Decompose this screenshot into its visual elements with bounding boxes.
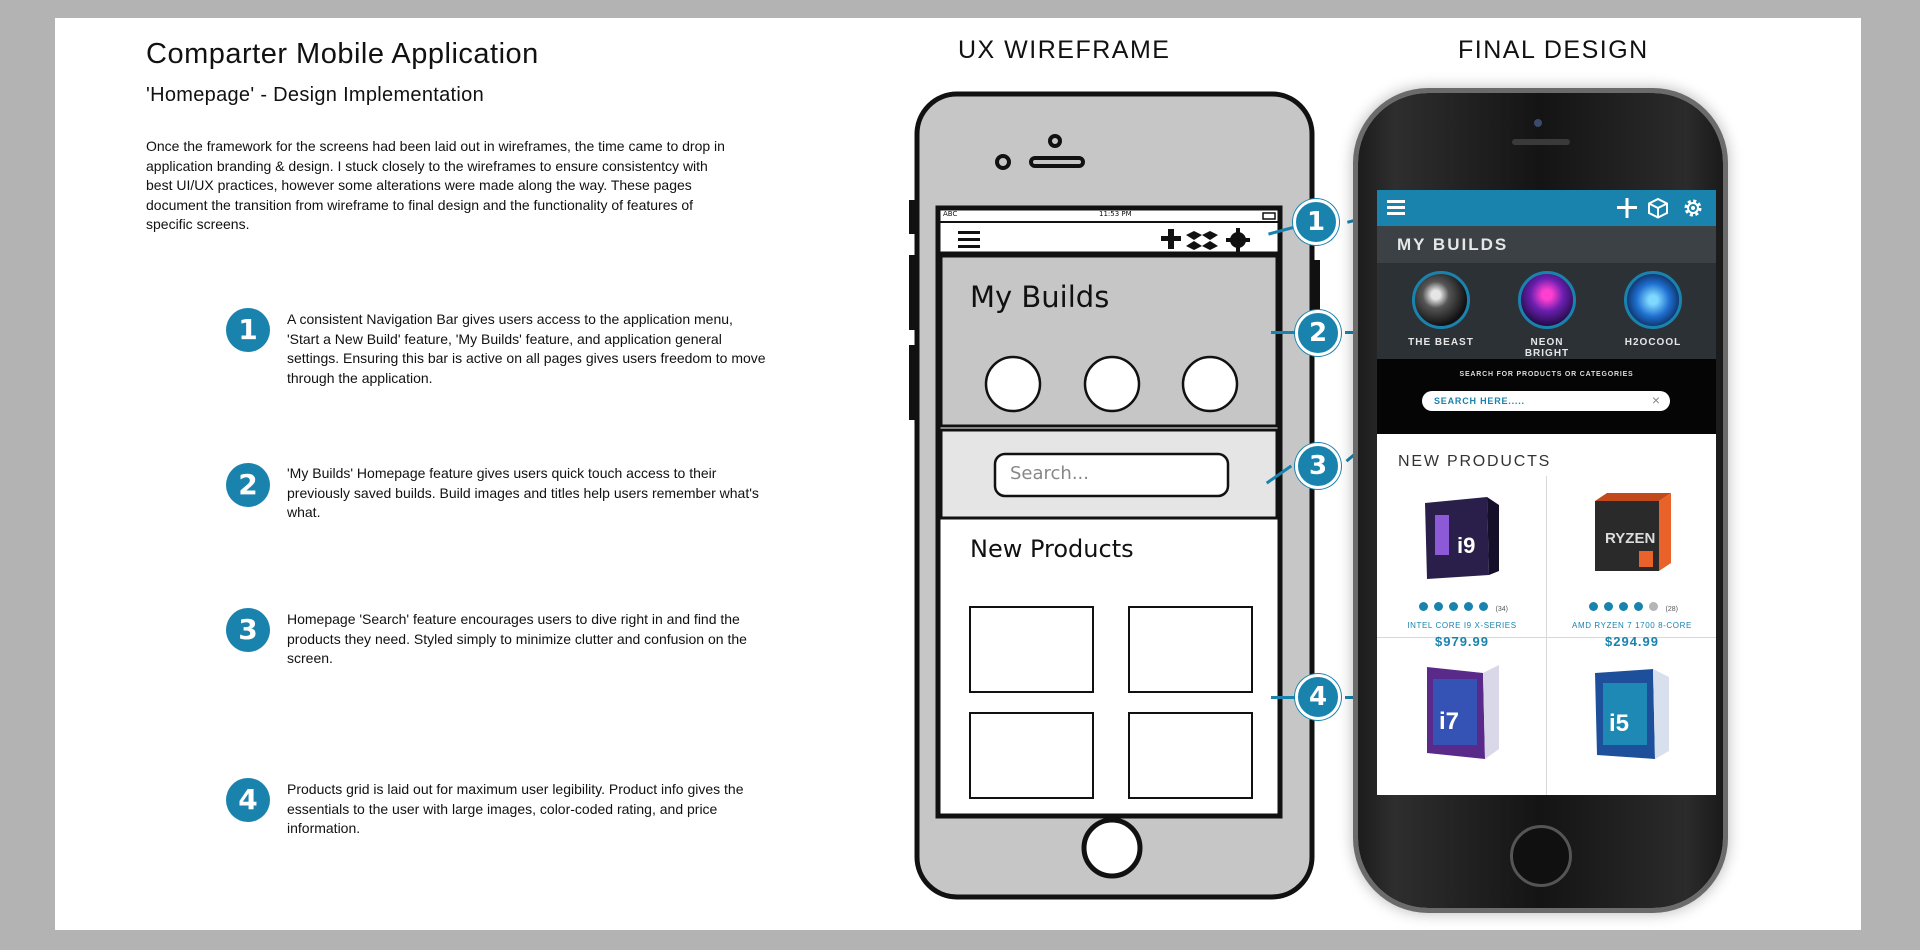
- product-name: AMD RYZEN 7 1700 8-CORE: [1572, 621, 1692, 630]
- feature-4-badge: 4: [226, 778, 270, 822]
- product-rating: [1377, 598, 1547, 616]
- callout-1: 1: [1293, 199, 1339, 245]
- svg-text:RYZEN: RYZEN: [1605, 530, 1656, 547]
- feature-3-text: Homepage 'Search' feature encourages users to dive right in and find the products they need. Styled simply to minimize clutter and confusion on the screen.: [287, 611, 747, 666]
- wf-new-products-title: New Products: [970, 535, 1134, 563]
- product-price: $294.99: [1605, 634, 1659, 649]
- svg-text:i7: i7: [1439, 708, 1460, 735]
- callout-2-line: [1271, 331, 1297, 334]
- feature-2-text: 'My Builds' Homepage feature gives users quick touch access to their previously saved builds. Build images and titles help users remember what's what.: [287, 465, 759, 520]
- product-card[interactable]: [1377, 655, 1547, 770]
- build-label: THE BEAST: [1408, 337, 1474, 348]
- svg-text:i9: i9: [1457, 533, 1476, 558]
- search-section: [1377, 359, 1716, 434]
- intro-paragraph: Once the framework for the screens had been laid out in wireframes, the time came to drop in application branding & design. I stuck closely to the wireframes to ensure consistentcy with best UI/UX practices, however some alterations were made along the way. These pages document the transition from wireframe to final design and the functionality of features of specific screens.: [146, 138, 725, 232]
- final-nav-bar: [1377, 190, 1716, 226]
- callout-3: 3: [1295, 443, 1341, 489]
- build-item[interactable]: [1507, 271, 1587, 359]
- feature-1-text: A consistent Navigation Bar gives users access to the application menu, 'Start a New Build' feature, 'My Builds' feature, and application general settings. Ensuring this bar is active on all pages gives users freedom to move through the application.: [287, 311, 766, 386]
- callout-4: 4: [1295, 674, 1341, 720]
- product-card[interactable]: [1547, 485, 1716, 649]
- feature-3-badge: 3: [226, 608, 270, 652]
- search-placeholder: SEARCH HERE.....: [1434, 396, 1525, 406]
- menu-icon[interactable]: [1387, 198, 1407, 218]
- wf-home-button: [1084, 820, 1140, 876]
- review-count: (34): [1495, 606, 1508, 613]
- build-thumbnail: [1518, 271, 1576, 329]
- build-item[interactable]: [1613, 271, 1693, 348]
- my-builds-bar: [1377, 226, 1716, 263]
- build-thumbnail: [1412, 271, 1470, 329]
- my-builds-title: MY BUILDS: [1397, 235, 1509, 254]
- speaker-icon: [1512, 139, 1570, 145]
- product-name: INTEL CORE I9 X-SERIES: [1407, 621, 1517, 630]
- clear-search-icon[interactable]: ×: [1651, 392, 1660, 408]
- product-price: $979.99: [1435, 634, 1489, 649]
- wf-my-builds-title: My Builds: [970, 280, 1110, 314]
- plus-icon[interactable]: [1616, 197, 1638, 219]
- callout-2: 2: [1295, 310, 1341, 356]
- product-image: [1377, 655, 1547, 765]
- product-rating: [1547, 598, 1716, 616]
- feature-1-badge: 1: [226, 308, 270, 352]
- build-thumbnail: [1624, 271, 1682, 329]
- presentation-sheet: [55, 18, 1861, 930]
- wf-carrier: ABC: [943, 210, 958, 218]
- callout-4-line: [1271, 696, 1297, 699]
- svg-text:i5: i5: [1609, 710, 1630, 737]
- search-input[interactable]: [1422, 391, 1670, 411]
- page-title: Comparter Mobile Application: [146, 38, 539, 70]
- page-subtitle: 'Homepage' - Design Implementation: [146, 84, 485, 106]
- product-image: [1547, 655, 1716, 765]
- product-card[interactable]: [1547, 655, 1716, 770]
- front-camera-icon: [1534, 119, 1542, 127]
- product-card[interactable]: [1377, 485, 1547, 649]
- review-count: (28): [1665, 606, 1678, 613]
- wireframe-heading: UX WIREFRAME: [958, 36, 1171, 64]
- build-label: NEON BRIGHT: [1524, 337, 1570, 359]
- final-screen: [1377, 190, 1716, 795]
- home-button[interactable]: [1510, 825, 1572, 887]
- wf-search-input[interactable]: Search...: [1010, 463, 1090, 484]
- my-builds-carousel: [1377, 263, 1716, 359]
- feature-2-badge: 2: [226, 463, 270, 507]
- build-item[interactable]: [1401, 271, 1481, 348]
- wf-time: 11:53 PM: [1099, 210, 1132, 218]
- new-products-title: NEW PRODUCTS: [1398, 453, 1552, 470]
- product-image: [1547, 485, 1716, 585]
- cube-icon[interactable]: [1647, 197, 1669, 219]
- build-label: H2OCOOL: [1624, 337, 1682, 348]
- gear-icon[interactable]: [1681, 196, 1705, 220]
- search-caption: SEARCH FOR PRODUCTS OR CATEGORIES: [1459, 371, 1634, 378]
- final-design-heading: FINAL DESIGN: [1458, 36, 1649, 64]
- wf-menu-icon: [958, 231, 980, 248]
- wireframe-phone: [855, 90, 1325, 920]
- product-image: [1377, 485, 1547, 585]
- feature-4-text: Products grid is laid out for maximum user legibility. Product info gives the essentials to the user with large images, color-coded rating, and price information.: [287, 781, 744, 836]
